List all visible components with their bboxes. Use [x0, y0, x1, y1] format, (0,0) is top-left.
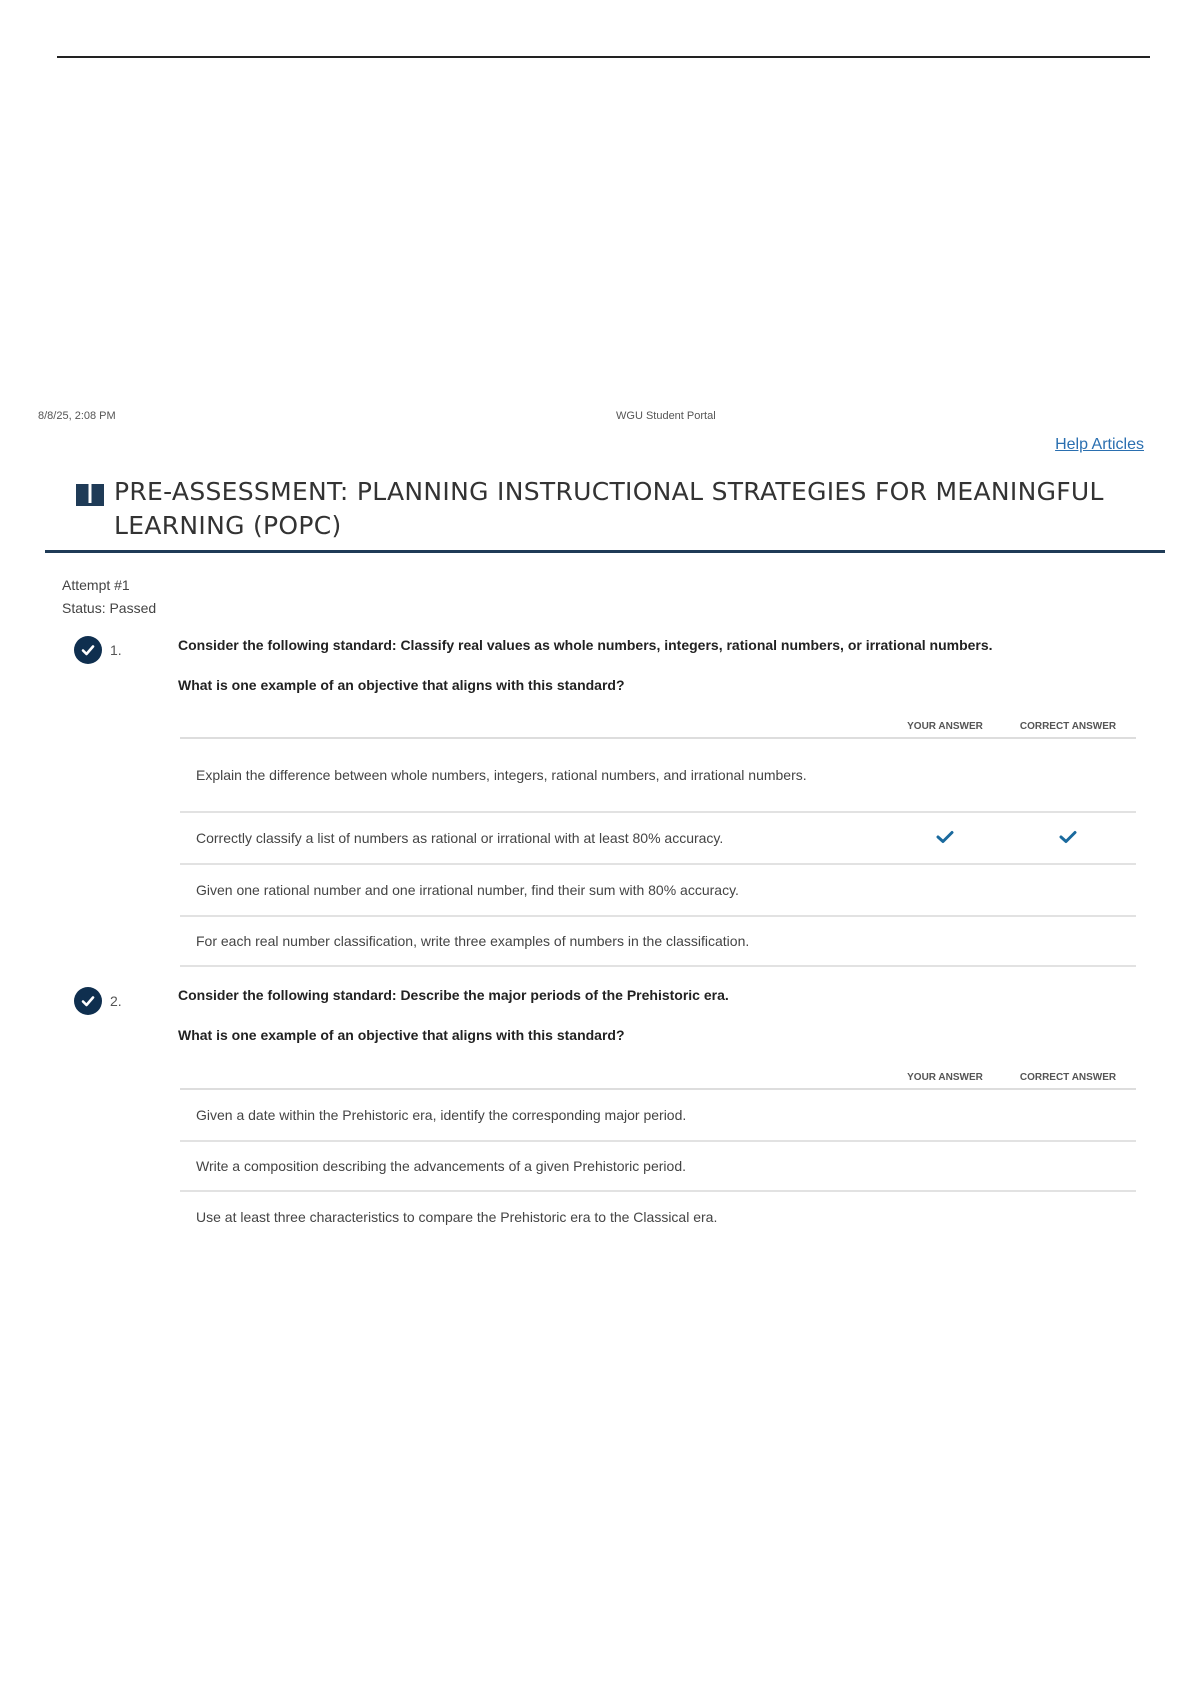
correct-answer-cell: [1000, 1089, 1136, 1141]
help-articles-link[interactable]: Help Articles: [1055, 436, 1144, 453]
question-prompt: What is one example of an objective that aligns with this standard?: [178, 1027, 625, 1043]
correct-answer-cell: [1000, 738, 1136, 812]
correct-answer-cell: [1000, 916, 1136, 966]
answer-option-text: Write a composition describing the advancements of a given Prehistoric period.: [180, 1141, 890, 1191]
checkmark-icon: [936, 830, 954, 844]
check-circle-icon: [74, 636, 102, 664]
answer-option-text: Given one rational number and one irrational number, find their sum with 80% accuracy.: [180, 864, 890, 916]
your-answer-cell: [890, 1141, 1000, 1191]
answer-row: [180, 738, 1136, 812]
question-stem: Consider the following standard: Classify real values as whole numbers, integers, rational numbers, or irrational numbers.: [178, 637, 993, 653]
attempt-info: [62, 574, 156, 620]
answer-option-text: Explain the difference between whole numbers, integers, rational numbers, and irrational numbers.: [180, 738, 890, 812]
your-answer-cell: [890, 916, 1000, 966]
question-marker: [74, 636, 122, 664]
answer-row: [180, 916, 1136, 966]
your-answer-cell: [890, 1191, 1000, 1241]
answer-table: [180, 702, 1136, 967]
answer-option-text: For each real number classification, write three examples of numbers in the classification.: [180, 916, 890, 966]
print-date: 8/8/25, 2:08 PM: [38, 410, 116, 422]
question-number: 1.: [110, 642, 122, 658]
correct-answer-cell: [1000, 812, 1136, 864]
answer-row: [180, 1089, 1136, 1141]
answer-option-text: Given a date within the Prehistoric era, identify the corresponding major period.: [180, 1089, 890, 1141]
answer-row: [180, 864, 1136, 916]
your-answer-cell: [890, 1089, 1000, 1141]
question-marker: [74, 987, 122, 1015]
attempt-status: Status: Passed: [62, 600, 157, 616]
book-icon: [76, 484, 104, 506]
your-answer-header: YOUR ANSWER: [890, 702, 1000, 738]
correct-answer-header: CORRECT ANSWER: [1000, 702, 1136, 738]
answer-row: [180, 812, 1136, 864]
page-title: PRE-ASSESSMENT: PLANNING INSTRUCTIONAL STRATEGIES FOR MEANINGFUL LEARNING (POPC): [114, 477, 1104, 540]
checkmark-icon: [1059, 830, 1077, 844]
title-divider: [45, 550, 1165, 553]
check-circle-icon: [74, 987, 102, 1015]
correct-answer-header: CORRECT ANSWER: [1000, 1053, 1136, 1089]
top-rule: [57, 56, 1150, 58]
correct-answer-cell: [1000, 1191, 1136, 1241]
your-answer-cell: [890, 738, 1000, 812]
answer-table: [180, 1053, 1136, 1241]
answer-option-text: Correctly classify a list of numbers as rational or irrational with at least 80% accuracy.: [180, 812, 890, 864]
your-answer-header: YOUR ANSWER: [890, 1053, 1000, 1089]
print-site-title: WGU Student Portal: [616, 410, 716, 422]
question-number: 2.: [110, 993, 122, 1009]
your-answer-cell: [890, 812, 1000, 864]
answer-option-text: Use at least three characteristics to compare the Prehistoric era to the Classical era.: [196, 1208, 718, 1225]
your-answer-cell: [890, 864, 1000, 916]
correct-answer-cell: [1000, 1141, 1136, 1191]
page-title-block: [76, 475, 1106, 543]
question-prompt: What is one example of an objective that aligns with this standard?: [178, 677, 625, 693]
print-header: [38, 410, 1148, 428]
answer-row: [180, 1191, 1136, 1241]
attempt-number: Attempt #1: [62, 577, 130, 593]
answer-row: [180, 1141, 1136, 1191]
question-stem: Consider the following standard: Describe the major periods of the Prehistoric era.: [178, 987, 729, 1003]
correct-answer-cell: [1000, 864, 1136, 916]
